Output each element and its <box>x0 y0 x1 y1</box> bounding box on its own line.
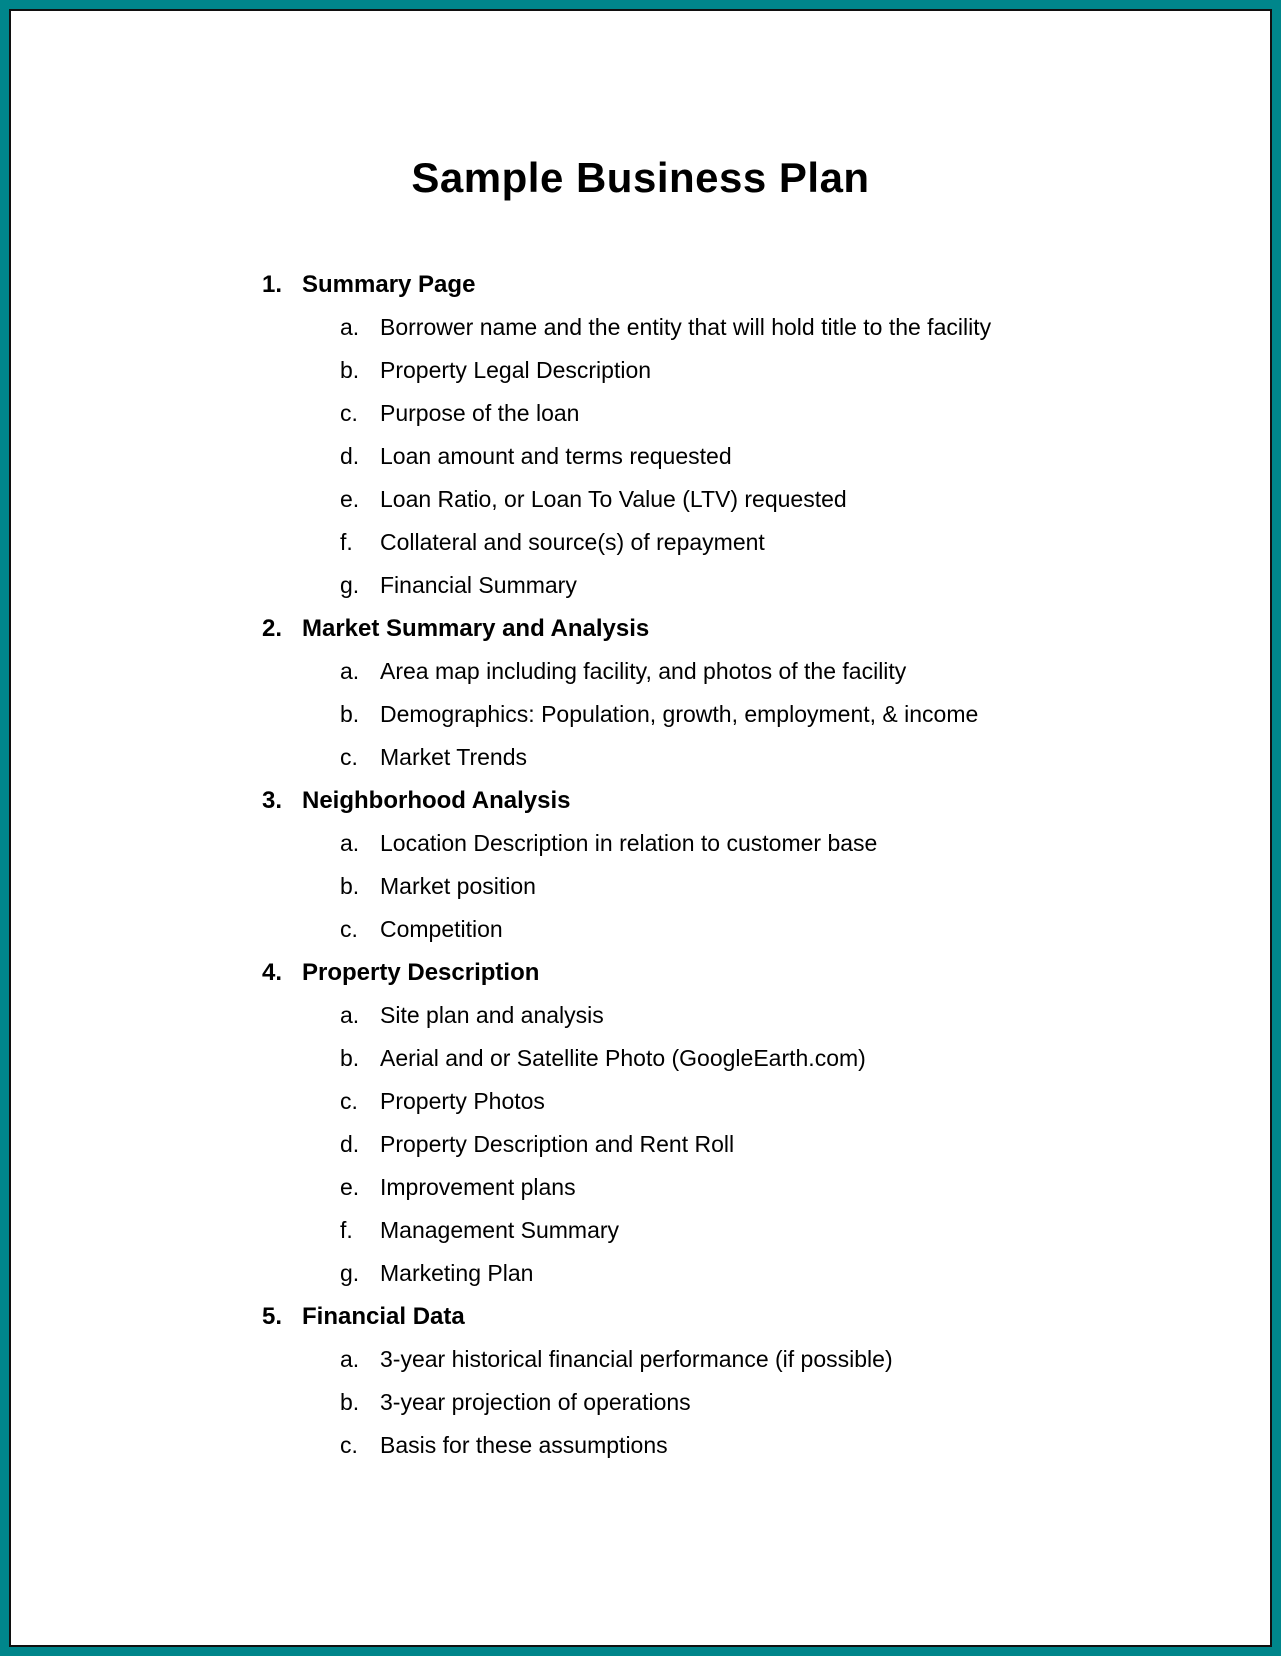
item-text: Financial Summary <box>380 572 577 598</box>
section-title: Neighborhood Analysis <box>302 787 571 814</box>
item-text: Market Trends <box>380 744 527 770</box>
section-title: Property Description <box>302 959 540 986</box>
item-text: Purpose of the loan <box>380 400 580 426</box>
outline-item-row <box>11 822 1270 865</box>
outline-item-row <box>11 908 1270 951</box>
item-text: Location Description in relation to customer base <box>380 830 878 856</box>
item-letter: a. <box>340 1002 360 1028</box>
outline-item-row <box>11 736 1270 779</box>
item-text: Collateral and source(s) of repayment <box>380 529 765 555</box>
outline-item-row <box>11 994 1270 1037</box>
item-letter: c. <box>340 744 358 770</box>
item-text: Site plan and analysis <box>380 1002 604 1028</box>
outline-section-row <box>11 779 1270 822</box>
item-letter: g. <box>340 572 360 598</box>
outline-item-row <box>11 1252 1270 1295</box>
item-text: Management Summary <box>380 1217 620 1243</box>
item-text: Loan Ratio, or Loan To Value (LTV) requested <box>380 486 847 512</box>
item-text: Borrower name and the entity that will hold title to the facility <box>380 314 992 340</box>
outline-item-row <box>11 349 1270 392</box>
section-title: Market Summary and Analysis <box>302 615 650 642</box>
outline-item-row <box>11 1037 1270 1080</box>
outline-item-row <box>11 1123 1270 1166</box>
item-letter: c. <box>340 1088 358 1114</box>
document-title: Sample Business Plan <box>411 154 870 201</box>
outline-item-row <box>11 435 1270 478</box>
item-letter: b. <box>340 873 360 899</box>
item-letter: a. <box>340 830 360 856</box>
item-letter: d. <box>340 443 360 469</box>
outline-section-row <box>11 607 1270 650</box>
item-letter: b. <box>340 357 360 383</box>
section-number: 3. <box>262 787 283 814</box>
item-text: Marketing Plan <box>380 1260 534 1286</box>
section-number: 4. <box>262 959 283 986</box>
section-number: 5. <box>262 1303 283 1330</box>
item-letter: d. <box>340 1131 360 1157</box>
section-title: Summary Page <box>302 271 476 298</box>
item-letter: b. <box>340 1045 360 1071</box>
outline-item-row <box>11 392 1270 435</box>
outline-item-row <box>11 521 1270 564</box>
item-text: Aerial and or Satellite Photo (GoogleEarth.com) <box>380 1045 866 1071</box>
item-letter: e. <box>340 1174 360 1200</box>
document-page <box>9 9 1272 1647</box>
item-text: Loan amount and terms requested <box>380 443 732 469</box>
section-title: Financial Data <box>302 1303 465 1330</box>
section-number: 2. <box>262 615 283 642</box>
item-letter: f. <box>340 1217 353 1243</box>
outline-item-row <box>11 1381 1270 1424</box>
item-letter: c. <box>340 916 358 942</box>
item-text: Property Legal Description <box>380 357 652 383</box>
outline-item-row <box>11 564 1270 607</box>
section-number: 1. <box>262 271 283 298</box>
item-text: Area map including facility, and photos of the facility <box>380 658 907 684</box>
outline-item-row <box>11 478 1270 521</box>
outline <box>11 263 1270 1467</box>
outline-section-row <box>11 1295 1270 1338</box>
outline-item-row <box>11 1424 1270 1467</box>
item-text: Property Photos <box>380 1088 545 1114</box>
outline-item-row <box>11 306 1270 349</box>
outline-section-row <box>11 951 1270 994</box>
item-letter: a. <box>340 658 360 684</box>
item-letter: b. <box>340 1389 360 1415</box>
item-letter: e. <box>340 486 360 512</box>
item-letter: c. <box>340 1432 358 1458</box>
outline-item-row <box>11 865 1270 908</box>
outline-item-row <box>11 650 1270 693</box>
outline-item-row <box>11 1166 1270 1209</box>
item-letter: f. <box>340 529 353 555</box>
item-letter: c. <box>340 400 358 426</box>
outline-item-row <box>11 1209 1270 1252</box>
item-text: Demographics: Population, growth, employment, & income <box>380 701 979 727</box>
item-text: 3-year projection of operations <box>380 1389 691 1415</box>
item-text: Market position <box>380 873 536 899</box>
item-letter: a. <box>340 314 360 340</box>
outline-section-row <box>11 263 1270 306</box>
outline-item-row <box>11 1080 1270 1123</box>
item-text: Property Description and Rent Roll <box>380 1131 735 1157</box>
outline-item-row <box>11 1338 1270 1381</box>
outline-item-row <box>11 693 1270 736</box>
item-text: 3-year historical financial performance (if possible) <box>380 1346 893 1372</box>
item-letter: a. <box>340 1346 360 1372</box>
item-text: Competition <box>380 916 503 942</box>
item-letter: g. <box>340 1260 360 1286</box>
item-text: Basis for these assumptions <box>380 1432 668 1458</box>
item-text: Improvement plans <box>380 1174 576 1200</box>
item-letter: b. <box>340 701 360 727</box>
